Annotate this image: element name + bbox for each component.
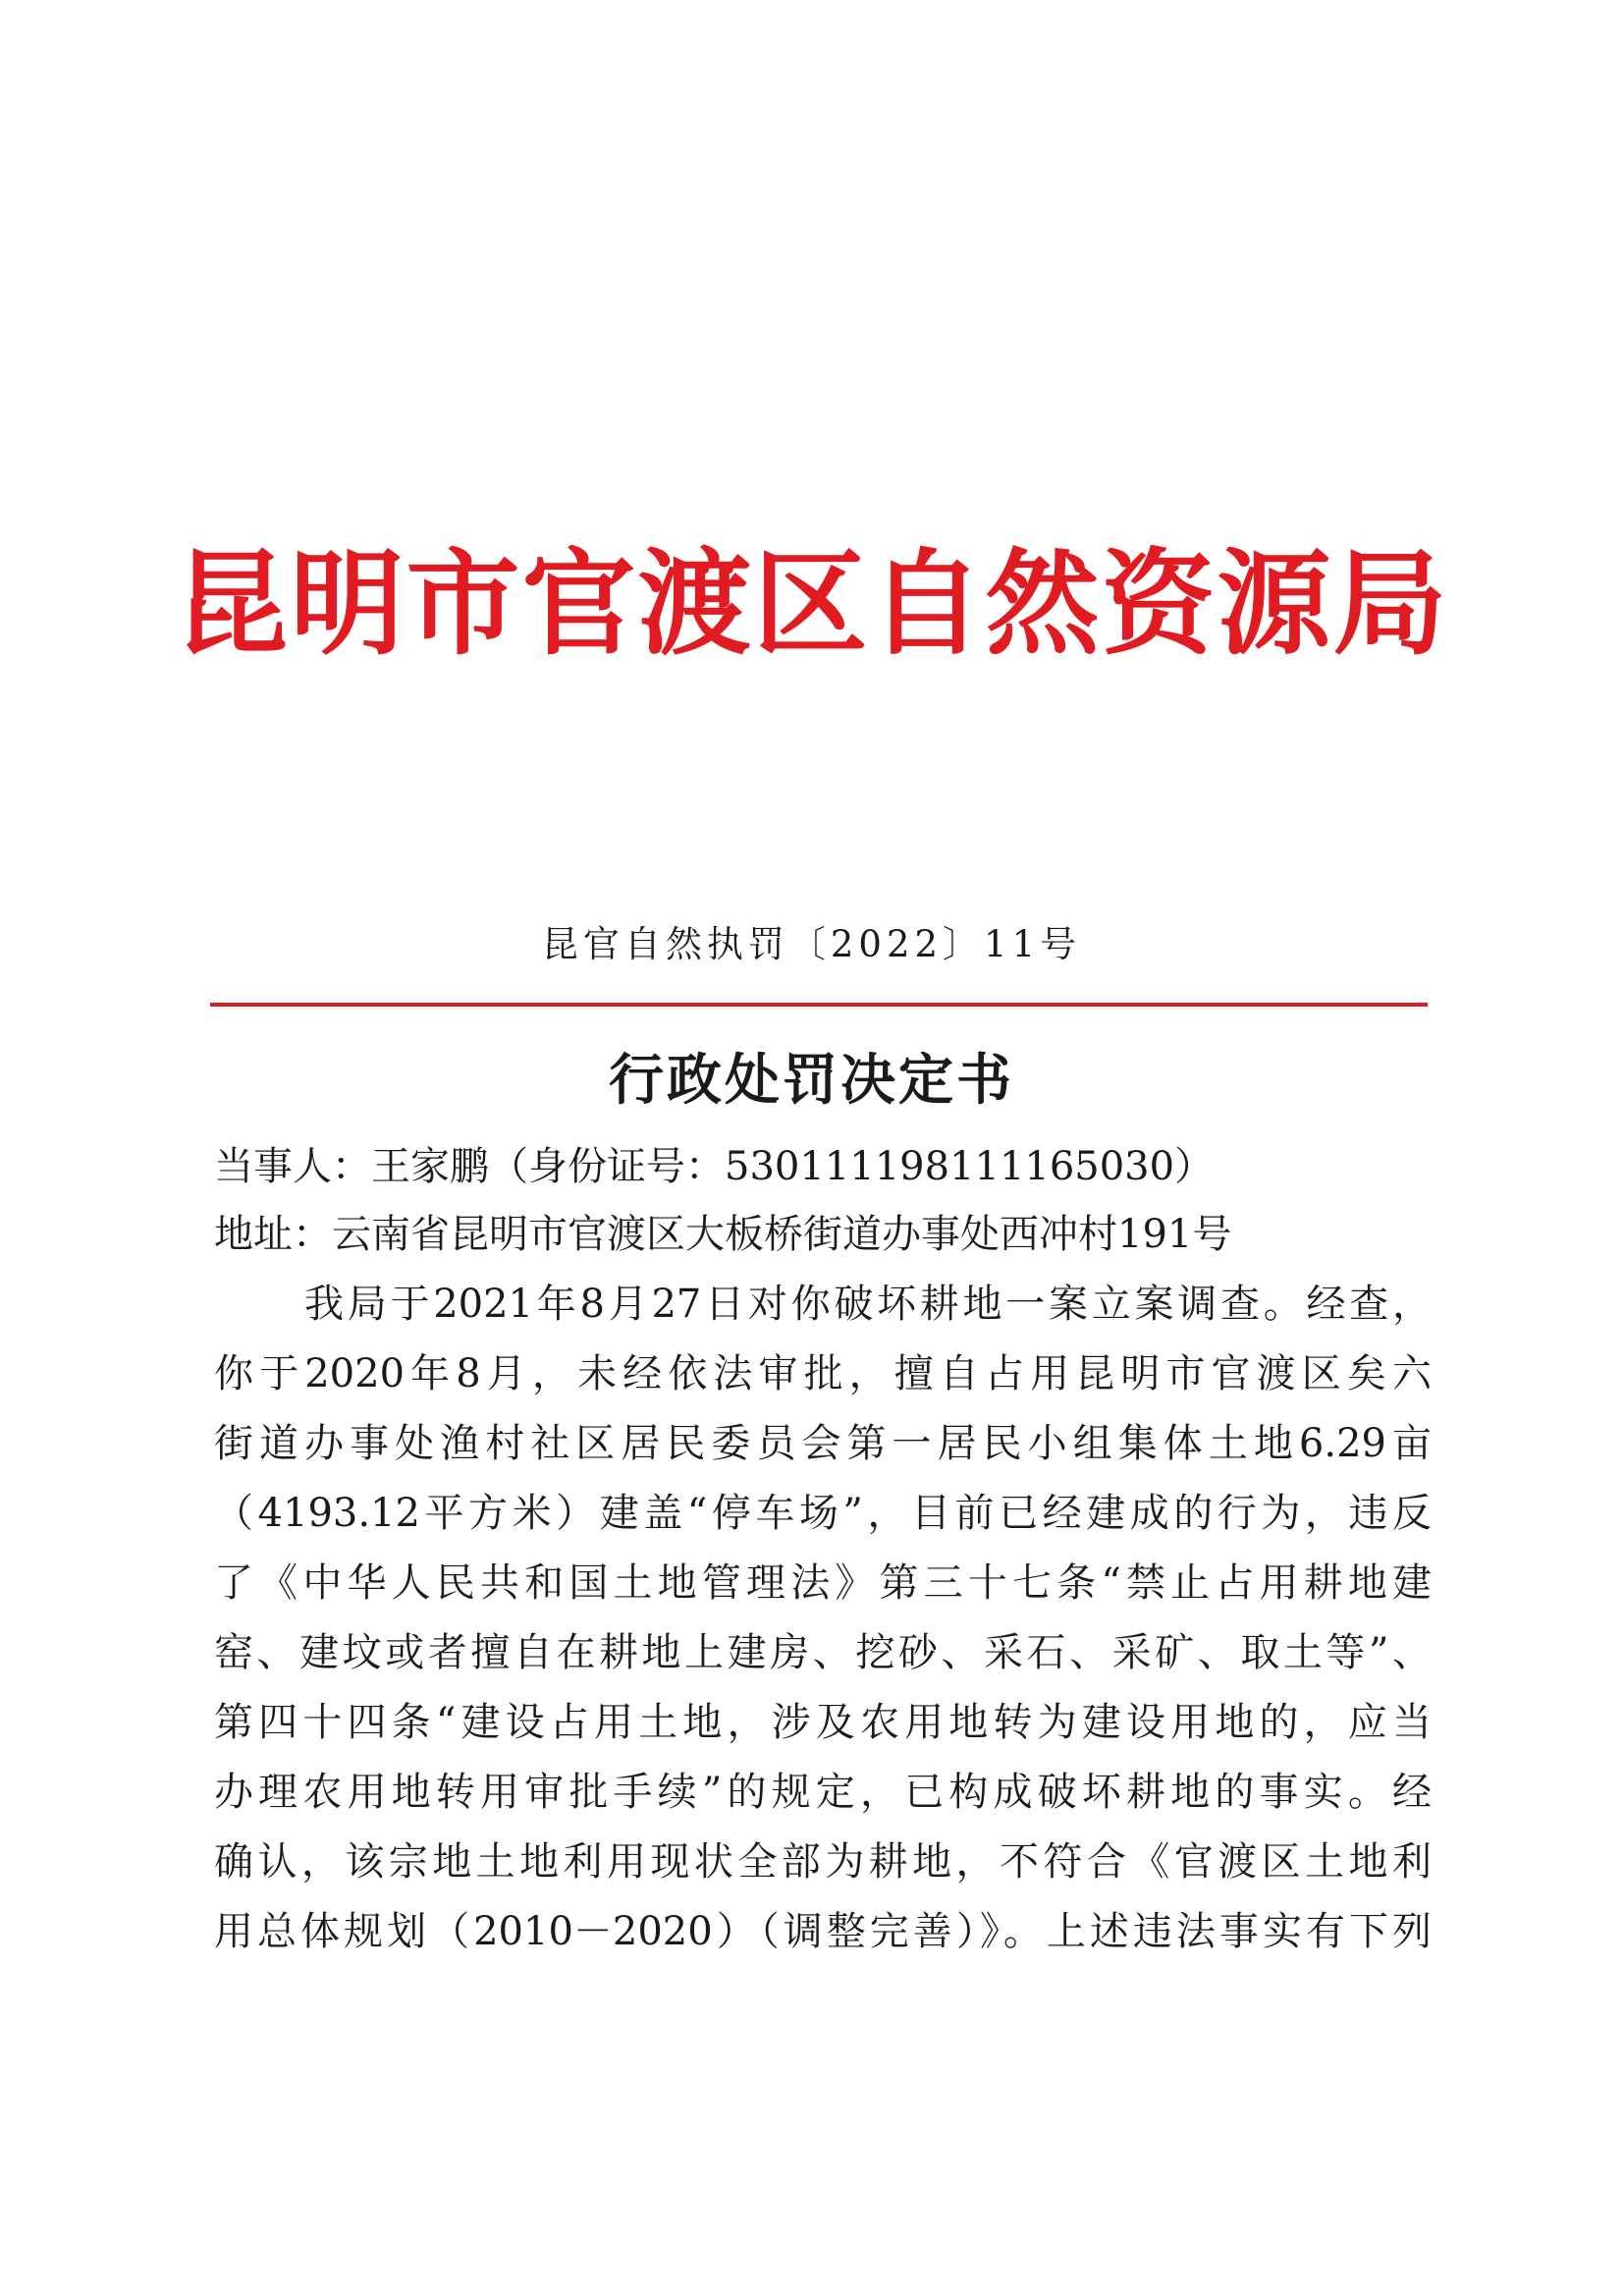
body-line: 我局于2021年8月27日对你破坏耕地一案立案调查。经查， <box>304 1282 1432 1327</box>
issuing-authority-masthead: 昆明市官渡区自然资源局 <box>174 537 1449 671</box>
body-line: （4193.12平方米）建盖“停车场”，目前已经建成的行为，违反 <box>214 1491 1432 1536</box>
address-line: 地址：云南省昆明市官渡区大板桥街道办事处西冲村191号 <box>214 1212 1232 1257</box>
body-line: 街道办事处渔村社区居民委员会第一居民小组集体土地6.29亩 <box>214 1421 1432 1466</box>
body-line: 窑、建坟或者擅自在耕地上建房、挖砂、采石、采矿、取土等”、 <box>214 1630 1432 1675</box>
body-line: 用总体规划（2010－2020）（调整完善）》。上述违法事实有下列 <box>214 1909 1432 1954</box>
body-line: 办理农用地转用审批手续”的规定，已构成破坏耕地的事实。经 <box>214 1770 1432 1815</box>
red-divider-rule <box>210 1003 1428 1007</box>
document-number: 昆官自然执罚〔2022〕11号 <box>541 923 1082 965</box>
body-line: 了《中华人民共和国土地管理法》第三十七条“禁止占用耕地建 <box>214 1560 1432 1606</box>
body-line: 确认，该宗地土地利用现状全部为耕地，不符合《官渡区土地利 <box>214 1839 1432 1885</box>
body-line: 第四十四条“建设占用土地，涉及农用地转为建设用地的，应当 <box>214 1700 1432 1745</box>
document-title: 行政处罚决定书 <box>609 1048 1014 1113</box>
party-line: 当事人：王家鹏（身份证号：530111198111165030） <box>214 1144 1215 1189</box>
body-line: 你于2020年8月，未经依法审批，擅自占用昆明市官渡区矣六 <box>214 1351 1432 1396</box>
